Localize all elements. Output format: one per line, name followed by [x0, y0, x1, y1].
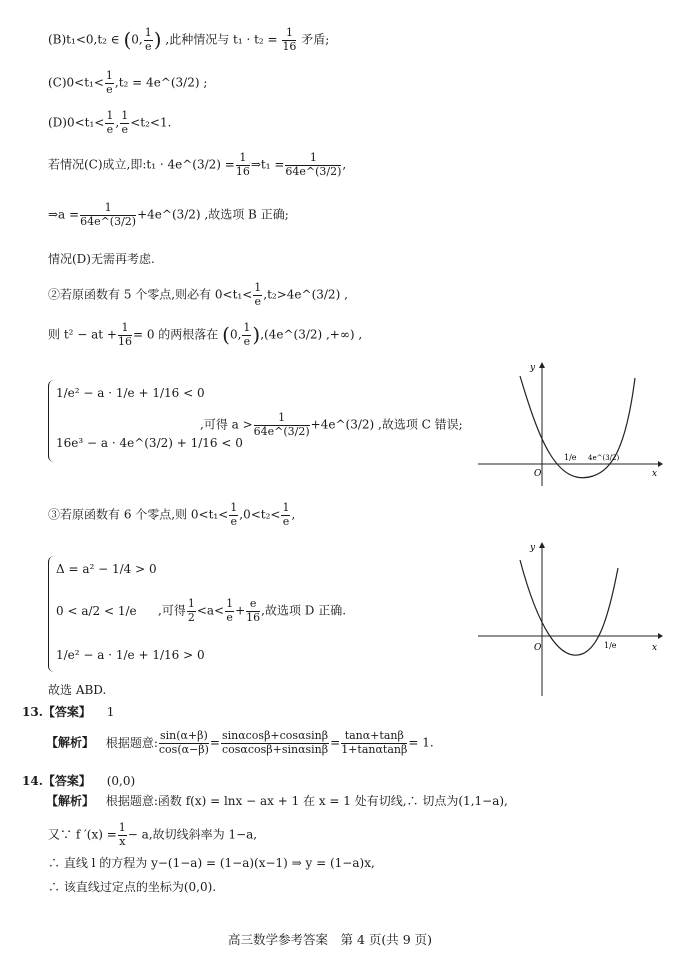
x-axis-arrow-icon	[658, 461, 663, 467]
origin-label: O	[534, 643, 542, 653]
tick-4e32: 4e^(3/2)	[588, 454, 620, 462]
six-zeros-line: ③若原函数有 6 个零点,则 0<t₁< $\frac{1}{e}$ ,0<t₂< $\frac{1}{e}$ ,	[48, 501, 296, 528]
q13-analysis: 【解析】 根据题意: $\frac{\sin(\alpha+\beta)}{\cos(\alpha-\beta)}$ = $\frac{\sin\alpha\cos\beta+\cos\alpha\sin\beta}{\cos\alpha\cos\beta+\sin\alpha\sin\beta}$ = $\frac{\tan\alpha+\tan\beta}{1+\tan\alpha\tan\beta}$ = 1.	[46, 729, 434, 756]
case-d-skip: 情况(D)无需再考虑.	[48, 252, 155, 266]
q14-analysis-line1: 【解析】 根据题意:函数 f(x) = lnx − ax + 1 在 x = 1 处有切线,∴ 切点为(1,1−a),	[46, 794, 508, 808]
roots-interval-line: 则 t² − at + $\frac{1}{16}$ = 0 的两根落在 (0, $\frac{1}{e}$ ),(4e^(3/2) ,+∞) ,	[48, 321, 363, 348]
system2-result: ,可得 $\frac{1}{2}$ <a< $\frac{1}{e}$ + $\frac{e}{16}$ ,故选项 D 正确.	[158, 597, 347, 624]
tick-1-over-e: 1/e	[604, 641, 617, 650]
page-footer: 高三数学参考答案 第 4 页(共 9 页)	[228, 932, 433, 947]
curve	[520, 376, 635, 478]
graph-five-zeros	[478, 358, 663, 488]
tick-1-over-e: 1/e	[564, 453, 577, 462]
y-axis-label: y	[530, 543, 536, 553]
system2-row2: 0 < a/2 < 1/e	[56, 604, 137, 618]
q14-analysis-line2: 又∵ f ′(x) = $\frac{1}{x}$ − a,故切线斜率为 1−a,	[48, 821, 258, 848]
q14-analysis-line4: ∴ 该直线过定点的坐标为(0,0).	[48, 880, 217, 894]
then-a-line: ⇒a = $\frac{1}{64e\^{}(3/2)}$ +4e^(3/2) ,故选项 B 正确;	[48, 201, 289, 228]
inequality-system-1	[48, 380, 55, 462]
system1-result: ,可得 a > $\frac{1}{64e\^{}(3/2)}$ +4e^(3/2) ,故选项 C 错误;	[200, 411, 463, 438]
system2-row1: Δ = a² − 1/4 > 0	[56, 562, 157, 576]
choose-line: 故选 ABD.	[48, 683, 107, 697]
y-axis-arrow-icon	[539, 542, 545, 548]
if-case-c-line: 若情况(C)成立,即:t₁ · 4e^(3/2) = $\frac{1}{16}$ ⇒t₁ = $\frac{1}{64e\^{}(3/2)}$ ,	[48, 151, 347, 178]
system1-row2: 16e³ − a · 4e^(3/2) + 1/16 < 0	[56, 436, 243, 450]
q14-answer: 14.【答案】 (0,0)	[22, 774, 136, 788]
system2-row3: 1/e² − a · 1/e + 1/16 > 0	[56, 648, 205, 662]
case-d-line: (D)0<t₁< $\frac{1}{e}$ , $\frac{1}{e}$ <t₂<1.	[48, 109, 172, 136]
q14-analysis-line3: ∴ 直线 l 的方程为 y−(1−a) = (1−a)(x−1) ⇒ y = (1−a)x,	[48, 856, 375, 870]
system1-row1: 1/e² − a · 1/e + 1/16 < 0	[56, 386, 205, 400]
x-axis-arrow-icon	[658, 633, 663, 639]
case-c-line: (C)0<t₁< $\frac{1}{e}$ ,t₂ = 4e^(3/2) ;	[48, 69, 208, 96]
y-axis-label: y	[530, 363, 536, 373]
open-interval: (	[123, 27, 132, 52]
x-axis-label: x	[652, 643, 658, 653]
inequality-system-2	[48, 556, 55, 672]
q13-answer: 13.【答案】 1	[22, 705, 115, 719]
five-zeros-line: ②若原函数有 5 个零点,则必有 0<t₁< $\frac{1}{e}$ ,t₂>4e^(3/2) ,	[48, 281, 348, 308]
graph-six-zeros	[478, 538, 663, 698]
origin-label: O	[534, 469, 542, 479]
y-axis-arrow-icon	[539, 362, 545, 368]
case-b-line: (B)t₁<0,t₂ ∈ (0, $\frac{1}{e}$ ) ,此种情况与 t₁ · t₂ = $\frac{1}{16}$ 矛盾;	[48, 26, 330, 53]
x-axis-label: x	[652, 469, 658, 479]
